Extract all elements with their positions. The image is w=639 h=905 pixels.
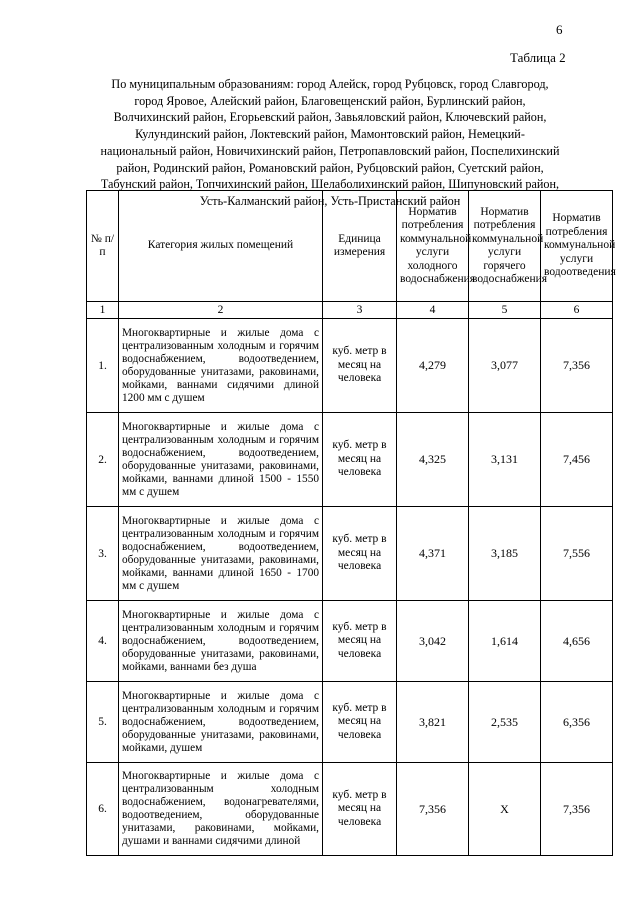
column-number: 5 [469, 302, 541, 319]
column-number: 4 [397, 302, 469, 319]
row-cold-water: 4,325 [397, 413, 469, 507]
row-category: Многоквартирные и жилые дома с централизованным холодным и горячим водоснабжением, водоотведением, оборудованные унитазами, раковинами, мойками, ваннами сидячими длиной 1200 мм с душем [119, 319, 323, 413]
row-number: 3. [87, 507, 119, 601]
header-drainage: Норматив потребления коммунальной услуги водоотведения [541, 191, 613, 302]
row-hot-water: 3,077 [469, 319, 541, 413]
row-category: Многоквартирные и жилые дома с централизованным холодным и горячим водоснабжением, водоотведением, оборудованные унитазами, раковинами, мойками, ваннами без душа [119, 601, 323, 682]
row-hot-water: 3,131 [469, 413, 541, 507]
header-hot-water: Норматив потребления коммунальной услуги горячего водоснабжения [469, 191, 541, 302]
column-number: 6 [541, 302, 613, 319]
row-unit: куб. метр в месяц на человека [323, 507, 397, 601]
row-number: 4. [87, 601, 119, 682]
page-number: 6 [556, 22, 563, 37]
table-row [87, 413, 613, 507]
row-number: 6. [87, 763, 119, 856]
column-number-row [87, 302, 613, 319]
intro-paragraph: По муниципальным образованиям: город Алейск, город Рубцовск, город Славгород, город Яровое, Алейский район, Благовещенский район, Бурлинский район, Волчихинский район, Егорьевский район, Завьяловский район, Ключевский район, Кулундинский район, Локтевский район, Мамонтовский район, Немецкий-национальный район, Новичихинский район, Петропавловский район, Поспелихинский район, Родинский район, Романовский район, Рубцовский район, Суетский район, Табунский район, Топчихинский район, Шелаболихинский район, Шипуновский район, Усть-Калманский район, Усть-Пристанский район [100, 77, 560, 208]
row-hot-water: 2,535 [469, 682, 541, 763]
table-row [87, 763, 613, 856]
row-drainage: 7,556 [541, 507, 613, 601]
row-unit: куб. метр в месяц на человека [323, 413, 397, 507]
table-row [87, 507, 613, 601]
row-cold-water: 4,371 [397, 507, 469, 601]
table-label: Таблица 2 [510, 50, 566, 65]
row-hot-water: 3,185 [469, 507, 541, 601]
row-category: Многоквартирные и жилые дома с централизованным холодным и горячим водоснабжением, водоотведением, оборудованные унитазами, раковинами, мойками, душем [119, 682, 323, 763]
table-header-row [87, 191, 613, 302]
row-cold-water: 4,279 [397, 319, 469, 413]
row-category: Многоквартирные и жилые дома с централизованным холодным водоснабжением, водонагревателями, водоотведением, оборудованные унитазами, раковинами, мойками, душами и ваннами сидячими длиной [119, 763, 323, 856]
table-row [87, 601, 613, 682]
row-drainage: 7,356 [541, 319, 613, 413]
row-hot-water: Х [469, 763, 541, 856]
row-drainage: 7,456 [541, 413, 613, 507]
row-category: Многоквартирные и жилые дома с централизованным холодным и горячим водоснабжением, водоотведением, оборудованные унитазами, раковинами, мойками, ваннами длиной 1650 - 1700 мм с душем [119, 507, 323, 601]
row-category: Многоквартирные и жилые дома с централизованным холодным и горячим водоснабжением, водоотведением, оборудованные унитазами, раковинами, мойками, ваннами длиной 1500 - 1550 мм с душем [119, 413, 323, 507]
header-cold-water: Норматив потребления коммунальной услуги холодного водоснабжения [397, 191, 469, 302]
header-number: № п/п [87, 191, 119, 302]
column-number: 2 [119, 302, 323, 319]
row-cold-water: 3,821 [397, 682, 469, 763]
header-unit: Единица измерения [323, 191, 397, 302]
column-number: 1 [87, 302, 119, 319]
row-number: 2. [87, 413, 119, 507]
row-cold-water: 7,356 [397, 763, 469, 856]
row-unit: куб. метр в месяц на человека [323, 319, 397, 413]
column-number: 3 [323, 302, 397, 319]
row-drainage: 4,656 [541, 601, 613, 682]
row-number: 5. [87, 682, 119, 763]
row-number: 1. [87, 319, 119, 413]
row-unit: куб. метр в месяц на человека [323, 601, 397, 682]
row-hot-water: 1,614 [469, 601, 541, 682]
norms-table [86, 190, 616, 856]
header-category: Категория жилых помещений [119, 191, 323, 302]
table-row [87, 319, 613, 413]
row-unit: куб. метр в месяц на человека [323, 763, 397, 856]
table-row [87, 682, 613, 763]
row-drainage: 7,356 [541, 763, 613, 856]
row-drainage: 6,356 [541, 682, 613, 763]
row-unit: куб. метр в месяц на человека [323, 682, 397, 763]
row-cold-water: 3,042 [397, 601, 469, 682]
